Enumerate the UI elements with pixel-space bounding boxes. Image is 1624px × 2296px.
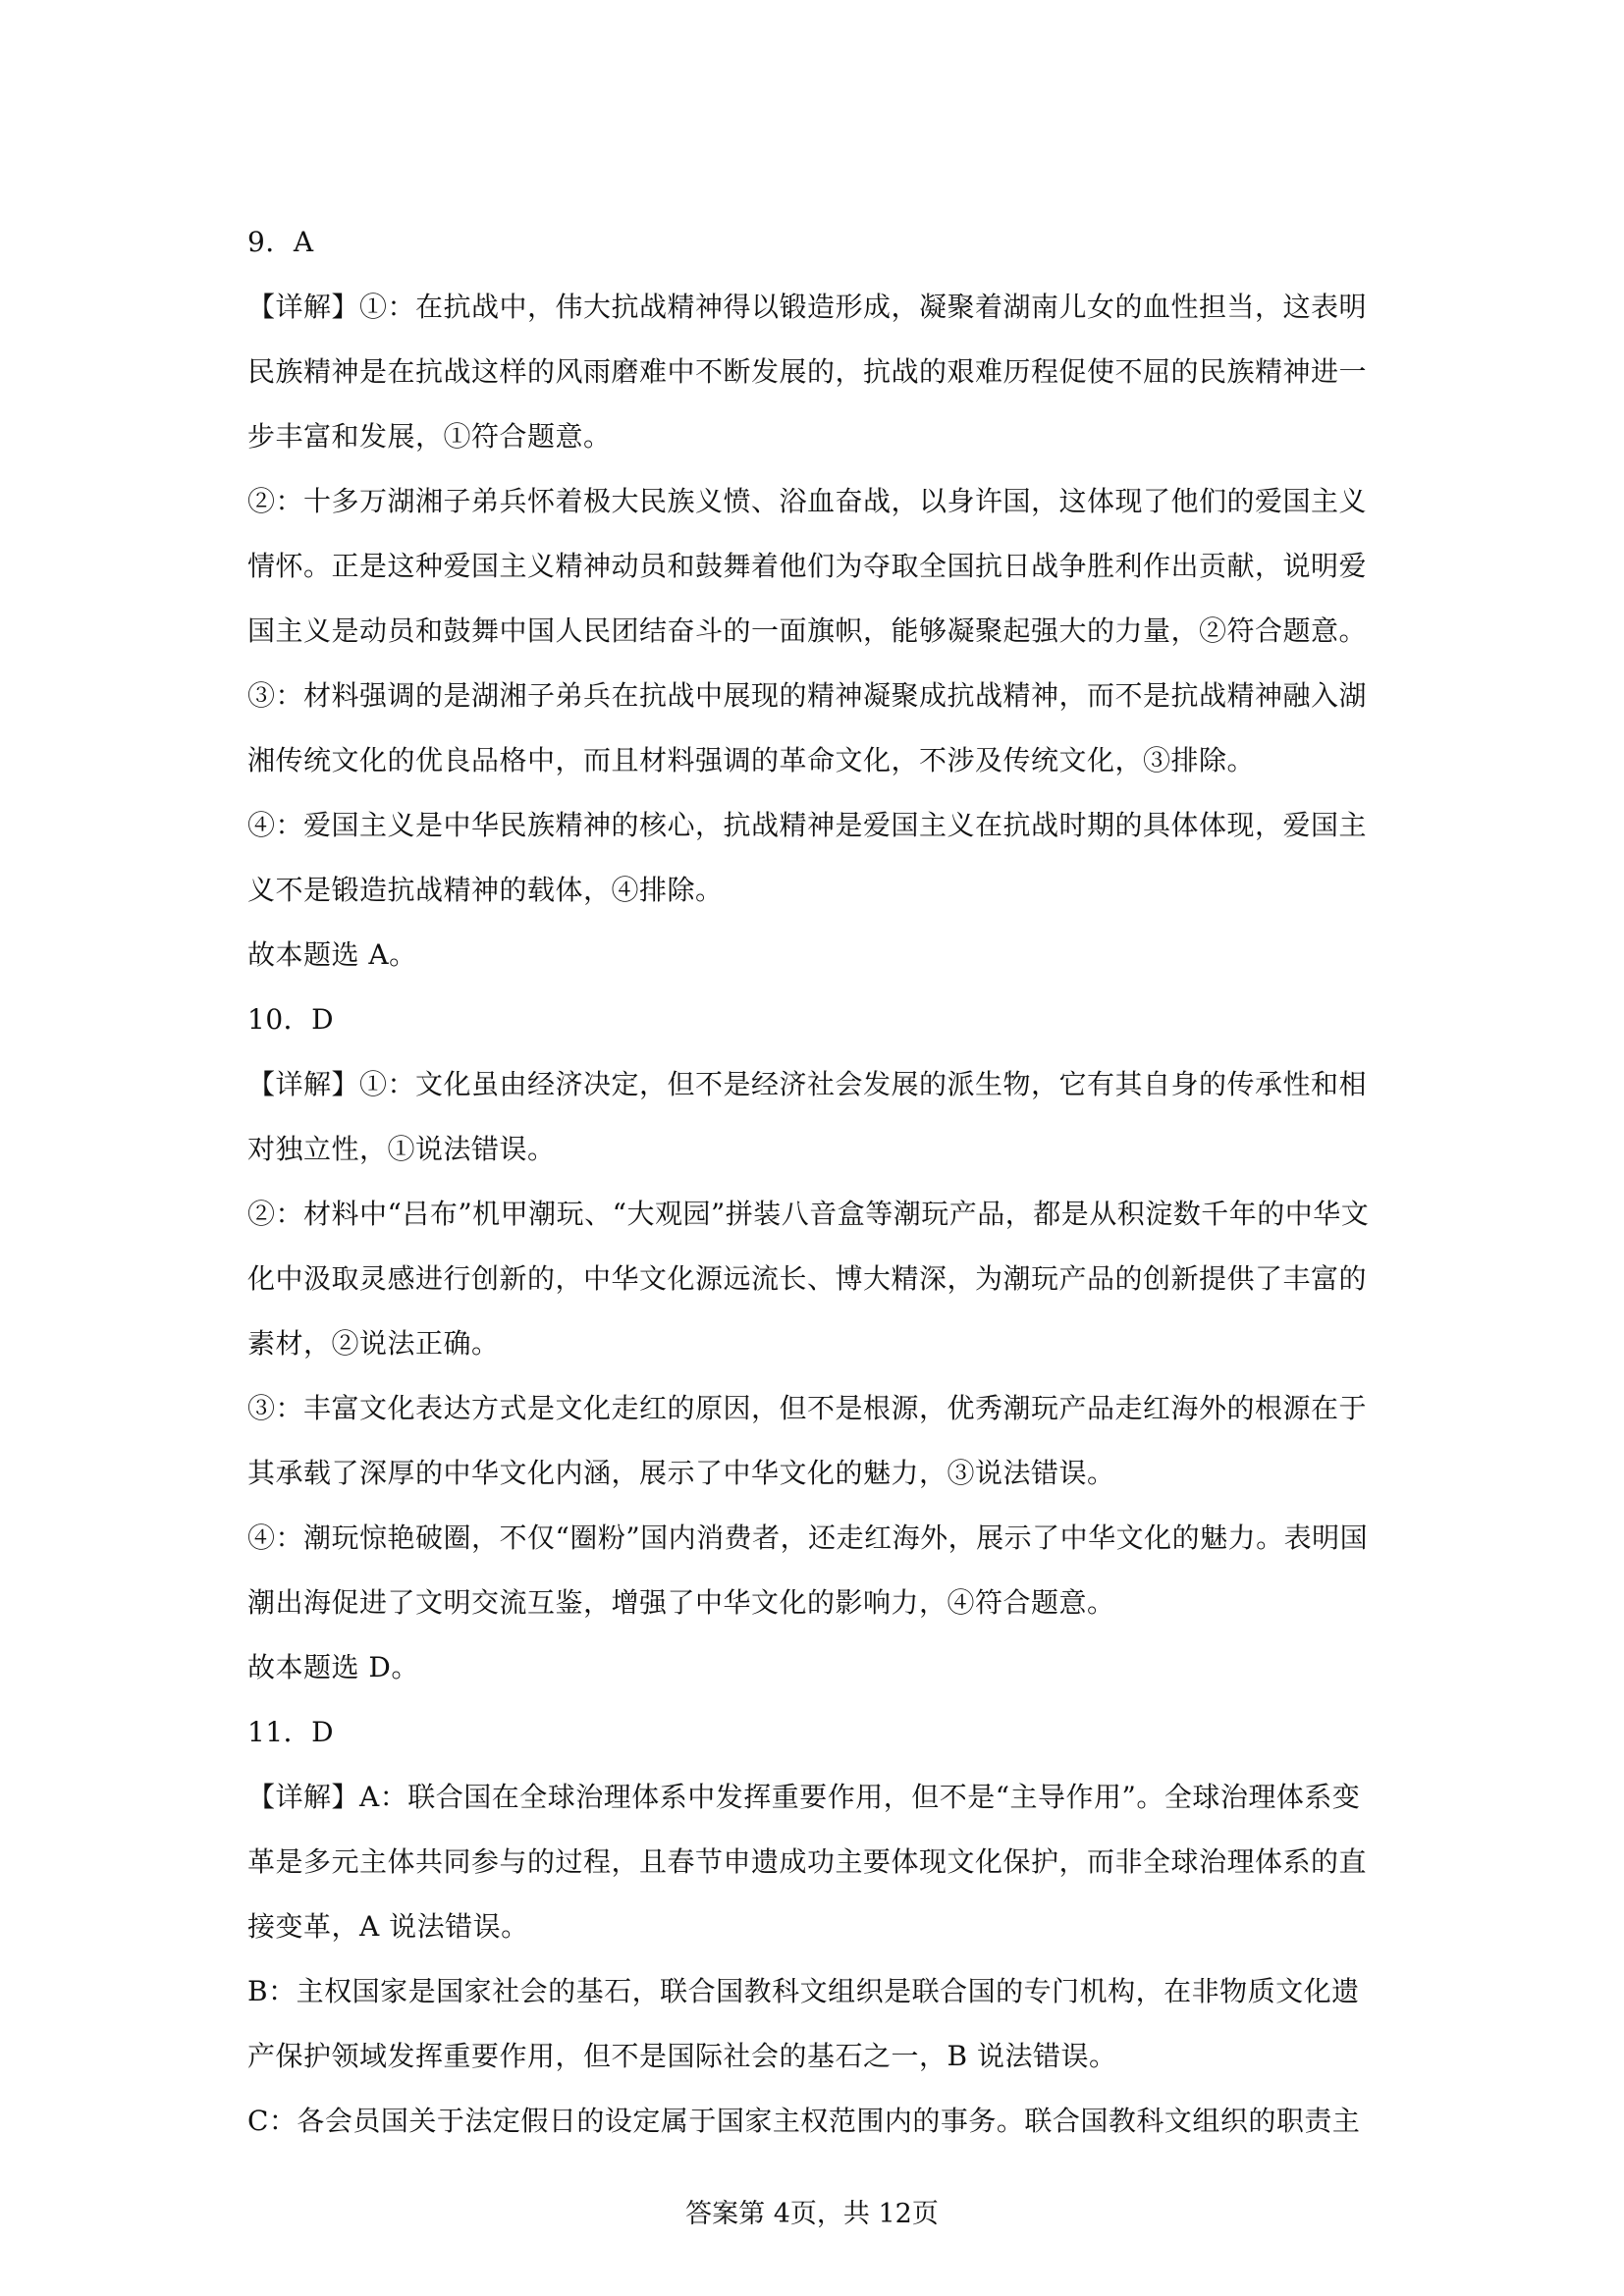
answer-content xyxy=(247,210,1386,2154)
explanation-line: ②：十多万湖湘子弟兵怀着极大民族义愤、浴血奋战，以身许国，这体现了他们的爱国主义 xyxy=(247,485,1368,517)
explanation-line: 国主义是动员和鼓舞中国人民团结奋斗的一面旗帜，能够凝聚起强大的力量，②符合题意。 xyxy=(247,614,1368,647)
explanation-line: 湘传统文化的优良品格中，而且材料强调的革命文化，不涉及传统文化，③排除。 xyxy=(247,744,1256,776)
explanation-line: ④：爱国主义是中华民族精神的核心，抗战精神是爱国主义在抗战时期的具体体现，爱国主 xyxy=(247,809,1368,841)
explanation-line: 【详解】①：在抗战中，伟大抗战精神得以锻造形成，凝聚着湖南儿女的血性担当，这表明 xyxy=(247,291,1368,323)
explanation-line: 接变革，A 说法错误。 xyxy=(247,1910,529,1943)
explanation-line: ③：材料强调的是湖湘子弟兵在抗战中展现的精神凝聚成抗战精神，而不是抗战精神融入湖 xyxy=(247,679,1368,712)
answer-conclusion: 故本题选 D。 xyxy=(247,1651,419,1683)
question-number: 11．D xyxy=(247,1716,335,1748)
question-block-11 xyxy=(247,1700,1386,2154)
answer-conclusion: 故本题选 A。 xyxy=(247,938,417,971)
explanation-line: 情怀。正是这种爱国主义精神动员和鼓舞着他们为夺取全国抗日战争胜利作出贡献，说明爱 xyxy=(247,550,1368,582)
explanation-line: 义不是锻造抗战精神的载体，④排除。 xyxy=(247,874,724,906)
question-block-10 xyxy=(247,988,1386,1700)
explanation-line: ④：潮玩惊艳破圈，不仅“圈粉”国内消费者，还走红海外，展示了中华文化的魅力。表明国 xyxy=(247,1522,1369,1554)
explanation-line: B：主权国家是国家社会的基石，联合国教科文组织是联合国的专门机构，在非物质文化遗 xyxy=(247,1975,1360,2007)
question-number: 10．D xyxy=(247,1003,335,1036)
explanation-line: 民族精神是在抗战这样的风雨磨难中不断发展的，抗战的艰难历程促使不屈的民族精神进一 xyxy=(247,355,1368,388)
question-number: 9．A xyxy=(247,226,314,258)
explanation-line: ③：丰富文化表达方式是文化走红的原因，但不是根源，优秀潮玩产品走红海外的根源在于 xyxy=(247,1392,1368,1424)
explanation-line: 【详解】①：文化虽由经济决定，但不是经济社会发展的派生物，它有其自身的传承性和相 xyxy=(247,1068,1368,1100)
explanation-line: 革是多元主体共同参与的过程，且春节申遗成功主要体现文化保护，而非全球治理体系的直 xyxy=(247,1845,1368,1878)
page-footer: 答案第 4页，共 12页 xyxy=(685,2199,939,2229)
explanation-line: 【详解】A：联合国在全球治理体系中发挥重要作用，但不是“主导作用”。全球治理体系变 xyxy=(247,1781,1361,1813)
explanation-line: 产保护领域发挥重要作用，但不是国际社会的基石之一，B 说法错误。 xyxy=(247,2040,1117,2072)
explanation-line: ②：材料中“吕布”机甲潮玩、“大观园”拼装八音盒等潮玩产品，都是从积淀数千年的中华文 xyxy=(247,1198,1370,1230)
explanation-line: 其承载了深厚的中华文化内涵，展示了中华文化的魅力，③说法错误。 xyxy=(247,1457,1115,1489)
explanation-line: 素材，②说法正确。 xyxy=(247,1327,500,1360)
explanation-line: C：各会员国关于法定假日的设定属于国家主权范围内的事务。联合国教科文组织的职责主 xyxy=(247,2105,1361,2137)
question-block-9 xyxy=(247,210,1386,988)
explanation-line: 步丰富和发展，①符合题意。 xyxy=(247,420,612,453)
explanation-line: 潮出海促进了文明交流互鉴，增强了中华文化的影响力，④符合题意。 xyxy=(247,1586,1115,1619)
explanation-line: 化中汲取灵感进行创新的，中华文化源远流长、博大精深，为潮玩产品的创新提供了丰富的 xyxy=(247,1262,1368,1295)
explanation-line: 对独立性，①说法错误。 xyxy=(247,1133,556,1165)
